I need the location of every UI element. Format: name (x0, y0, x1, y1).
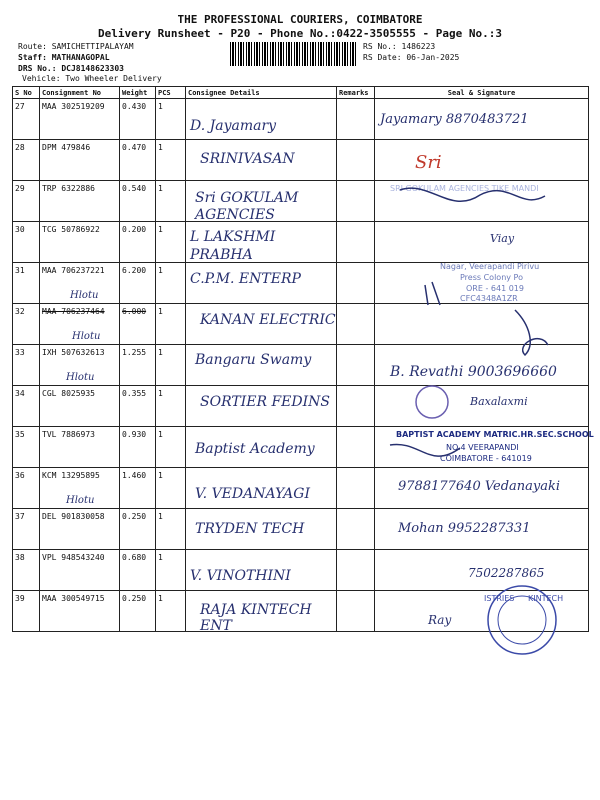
weight-cell: 0.355 (120, 386, 156, 427)
signature: Jayamary 8870483721 (380, 112, 529, 127)
baptist-stamp-line: NO.4 VEERAPANDI (446, 443, 519, 452)
consignee-handwritten: SRINIVASAN (200, 151, 295, 167)
table-header-row (13, 87, 589, 99)
consignee-cell (186, 468, 337, 509)
pcs-cell: 1 (156, 140, 186, 181)
consignee-handwritten: KANAN ELECTRIC (200, 312, 336, 328)
column-header: Weight (120, 87, 156, 99)
signature: B. Revathi 9003696660 (390, 364, 557, 380)
remarks-cell (337, 509, 375, 550)
runsheet-table (12, 86, 589, 632)
lp-stamp-line: CFC4348A1ZR (460, 294, 518, 303)
consignee-cell (186, 509, 337, 550)
pcs-cell: 1 (156, 99, 186, 140)
consignment-cell: KCM 13295895 (40, 468, 120, 509)
consignment-cell: TVL 7886973 (40, 427, 120, 468)
consignee-handwritten: SORTIER FEDINS (200, 394, 330, 410)
table-row (13, 509, 589, 550)
sno-cell: 32 (13, 304, 40, 345)
weight-cell: 0.540 (120, 181, 156, 222)
consignment-cell: MAA 706237221 (40, 263, 120, 304)
consignee-handwritten: Sri GOKULAM AGENCIES (195, 190, 299, 223)
remarks-cell (337, 222, 375, 263)
consignee-cell (186, 263, 337, 304)
pcs-cell: 1 (156, 427, 186, 468)
remarks-cell (337, 140, 375, 181)
pcs-cell: 1 (156, 222, 186, 263)
column-header: Seal & Signature (375, 87, 589, 99)
signature-cell (375, 550, 589, 591)
istries-stamp-text: ISTRIES (484, 594, 515, 603)
staff-label: Staff: MATHANAGOPAL (18, 53, 110, 62)
weight-cell: 1.460 (120, 468, 156, 509)
consignee-handwritten: D. Jayamary (190, 118, 277, 134)
baptist-stamp-line: BAPTIST ACADEMY MATRIC.HR.SEC.SCHOOL (396, 430, 594, 439)
weight-cell: 0.430 (120, 99, 156, 140)
table-row (13, 550, 589, 591)
weight-cell: 0.470 (120, 140, 156, 181)
weight-cell: 0.200 (120, 222, 156, 263)
column-header: Consignee Details (186, 87, 337, 99)
signature-cell (375, 181, 589, 222)
gokulam-stamp: SRI GOKULAM AGENCIES TIKE MANDI (390, 184, 539, 193)
sno-cell: 28 (13, 140, 40, 181)
column-header: S No (13, 87, 40, 99)
pcs-cell: 1 (156, 509, 186, 550)
sno-cell: 33 (13, 345, 40, 386)
sno-cell: 34 (13, 386, 40, 427)
pcs-cell: 1 (156, 550, 186, 591)
consignment-cell: MAA 302519209 (40, 99, 120, 140)
consignee-handwritten: RAJA KINTECH ENT (200, 602, 312, 634)
consignment-cell: IXH 507632613 (40, 345, 120, 386)
table-row (13, 99, 589, 140)
signature-cell (375, 222, 589, 263)
sno-cell: 31 (13, 263, 40, 304)
weight-cell: 1.255 (120, 345, 156, 386)
remarks-cell (337, 345, 375, 386)
barcode (230, 42, 356, 66)
sno-cell: 35 (13, 427, 40, 468)
column-header: PCS (156, 87, 186, 99)
sno-cell: 30 (13, 222, 40, 263)
pcs-cell: 1 (156, 386, 186, 427)
pcs-cell: 1 (156, 304, 186, 345)
signature: Viay (490, 232, 515, 245)
hold-note: Hlotu (66, 372, 95, 383)
consignment-cell: CGL 8025935 (40, 386, 120, 427)
weight-cell: 0.250 (120, 591, 156, 632)
table-row (13, 181, 589, 222)
consignee-handwritten: V. VEDANAYAGI (195, 486, 311, 502)
signature-cell (375, 427, 589, 468)
consignee-cell (186, 304, 337, 345)
consignment-cell: MAA 706237464 (40, 304, 120, 345)
remarks-cell (337, 386, 375, 427)
consignee-handwritten: Baptist Academy (195, 441, 315, 457)
drs-label: DRS No.: DCJ8148623303 (18, 64, 124, 73)
signature-cell (375, 345, 589, 386)
pcs-cell: 1 (156, 263, 186, 304)
sno-cell: 36 (13, 468, 40, 509)
rs-no-label: RS No.: 1486223 (363, 42, 436, 51)
hold-note: Hlotu (70, 290, 99, 301)
signature-cell (375, 304, 589, 345)
consignee-cell (186, 345, 337, 386)
vehicle-label: Vehicle: Two Wheeler Delivery (22, 74, 162, 83)
remarks-cell (337, 99, 375, 140)
signature: Baxalaxmi (470, 395, 528, 408)
remarks-cell (337, 263, 375, 304)
signature: 7502287865 (468, 566, 545, 580)
sno-cell: 29 (13, 181, 40, 222)
signature-cell (375, 99, 589, 140)
signature-cell (375, 468, 589, 509)
table-row (13, 591, 589, 632)
lp-stamp-line: ORE - 641 019 (466, 284, 524, 293)
consignee-handwritten: C.P.M. ENTERP (190, 271, 301, 287)
pcs-cell: 1 (156, 591, 186, 632)
consignee-cell (186, 591, 337, 632)
consignee-cell (186, 222, 337, 263)
pcs-cell: 1 (156, 345, 186, 386)
remarks-cell (337, 304, 375, 345)
consignee-cell (186, 550, 337, 591)
lp-stamp-line: Nagar, Veerapandi Pirivu (440, 262, 540, 271)
weight-cell: 0.250 (120, 509, 156, 550)
consignee-handwritten: V. VINOTHINI (190, 568, 291, 584)
remarks-cell (337, 468, 375, 509)
signature: 9788177640 Vedanayaki (398, 479, 561, 494)
baptist-stamp-line: COIMBATORE - 641019 (440, 454, 532, 463)
consignee-handwritten: TRYDEN TECH (195, 521, 305, 537)
signature-cell (375, 140, 589, 181)
remarks-cell (337, 427, 375, 468)
consignee-cell (186, 386, 337, 427)
rs-date-label: RS Date: 06-Jan-2025 (363, 53, 460, 62)
consignee-cell (186, 427, 337, 468)
pcs-cell: 1 (156, 468, 186, 509)
table-row (13, 386, 589, 427)
consignment-cell: TRP 6322886 (40, 181, 120, 222)
signature: Ray (428, 613, 452, 627)
table-row (13, 263, 589, 304)
weight-cell: 0.680 (120, 550, 156, 591)
column-header: Remarks (337, 87, 375, 99)
hold-note: Hlotu (72, 331, 101, 342)
sno-cell: 37 (13, 509, 40, 550)
hold-note: Hlotu (66, 495, 95, 506)
consignment-cell: DEL 901830058 (40, 509, 120, 550)
pcs-cell: 1 (156, 181, 186, 222)
consignee-handwritten: Bangaru Swamy (195, 352, 312, 368)
column-header: Consignment No (40, 87, 120, 99)
consignee-cell (186, 181, 337, 222)
route-label: Route: SAMICHETTIPALAYAM (18, 42, 134, 51)
consignment-cell: DPM 479846 (40, 140, 120, 181)
table-row (13, 140, 589, 181)
table-row (13, 304, 589, 345)
remarks-cell (337, 591, 375, 632)
lp-stamp-line: Press Colony Po (460, 273, 523, 282)
company-title: THE PROFESSIONAL COURIERS, COIMBATORE (177, 13, 423, 26)
table-row (13, 222, 589, 263)
signature-cell (375, 591, 589, 632)
signature-cell (375, 509, 589, 550)
table-row (13, 468, 589, 509)
sno-cell: 27 (13, 99, 40, 140)
consignee-cell (186, 140, 337, 181)
table-row (13, 427, 589, 468)
signature: Sri (415, 152, 442, 173)
signature-cell (375, 386, 589, 427)
signature: Mohan 9952287331 (398, 521, 531, 536)
runsheet-title: Delivery Runsheet - P20 - Phone No.:0422-3505555 - Page No.:3 (98, 27, 502, 40)
remarks-cell (337, 181, 375, 222)
weight-cell: 0.930 (120, 427, 156, 468)
table-row (13, 345, 589, 386)
kintech-stamp-text: KINTECH (528, 594, 564, 603)
weight-cell: 6.200 (120, 263, 156, 304)
consignee-cell (186, 99, 337, 140)
consignment-cell: MAA 300549715 (40, 591, 120, 632)
remarks-cell (337, 550, 375, 591)
consignment-cell: VPL 948543240 (40, 550, 120, 591)
signature-cell (375, 263, 589, 304)
consignment-cell: TCG 50786922 (40, 222, 120, 263)
sno-cell: 39 (13, 591, 40, 632)
weight-cell: 6.000 (120, 304, 156, 345)
consignee-handwritten: L LAKSHMI PRABHA (190, 229, 276, 263)
sno-cell: 38 (13, 550, 40, 591)
